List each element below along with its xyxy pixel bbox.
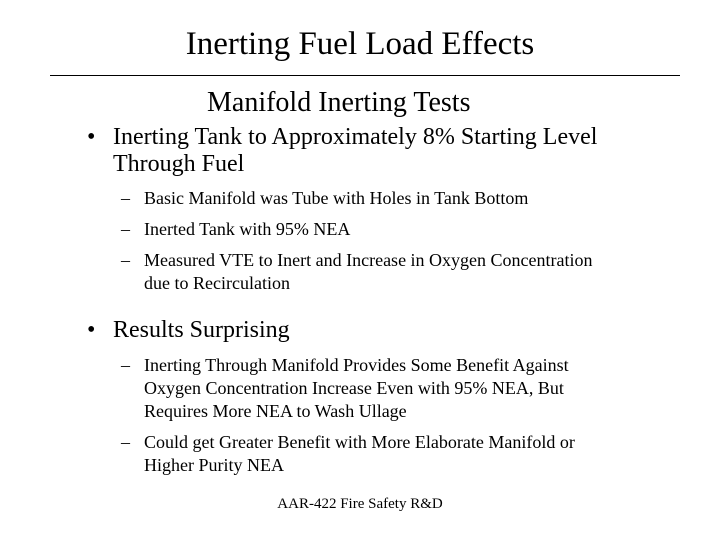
dash-marker: – [121, 432, 130, 452]
sub-bullet-line: Inerting Through Manifold Provides Some Benefit Against [144, 355, 569, 375]
bullet-marker: • [87, 317, 96, 343]
sub-bullet-text [144, 249, 593, 295]
sub-bullet-text [144, 354, 569, 423]
bullet-line: Results Surprising [113, 317, 290, 343]
sub-bullet-line: Requires More NEA to Wash Ullage [144, 401, 407, 421]
dash-marker: – [121, 188, 130, 208]
dash-marker: – [121, 250, 130, 270]
sub-bullet-line: Inerted Tank with 95% NEA [144, 219, 351, 239]
dash-marker: – [121, 355, 130, 375]
bullet-marker: • [87, 124, 96, 150]
bullet-text [113, 317, 290, 344]
title-divider [50, 75, 680, 76]
slide-footer: AAR-422 Fire Safety R&D [277, 496, 443, 512]
bullet-text [113, 124, 597, 178]
bullet-line: Through Fuel [113, 151, 245, 177]
sub-bullet-text [144, 218, 350, 241]
bullet-line: Inerting Tank to Approximately 8% Starting Level [113, 124, 598, 150]
sub-bullet-line: Measured VTE to Inert and Increase in Oxygen Concentration [144, 250, 593, 270]
sub-bullet-line: Could get Greater Benefit with More Elaborate Manifold or [144, 432, 575, 452]
dash-marker: – [121, 219, 130, 239]
slide-subtitle: Manifold Inerting Tests [207, 87, 471, 118]
sub-bullet-line: Basic Manifold was Tube with Holes in Tank Bottom [144, 188, 529, 208]
sub-bullet-line: due to Recirculation [144, 273, 290, 293]
sub-bullet-line: Higher Purity NEA [144, 455, 284, 475]
slide-title: Inerting Fuel Load Effects [185, 26, 535, 62]
sub-bullet-text [144, 431, 575, 477]
sub-bullet-line: Oxygen Concentration Increase Even with 95% NEA, But [144, 378, 564, 398]
sub-bullet-text [144, 187, 528, 210]
